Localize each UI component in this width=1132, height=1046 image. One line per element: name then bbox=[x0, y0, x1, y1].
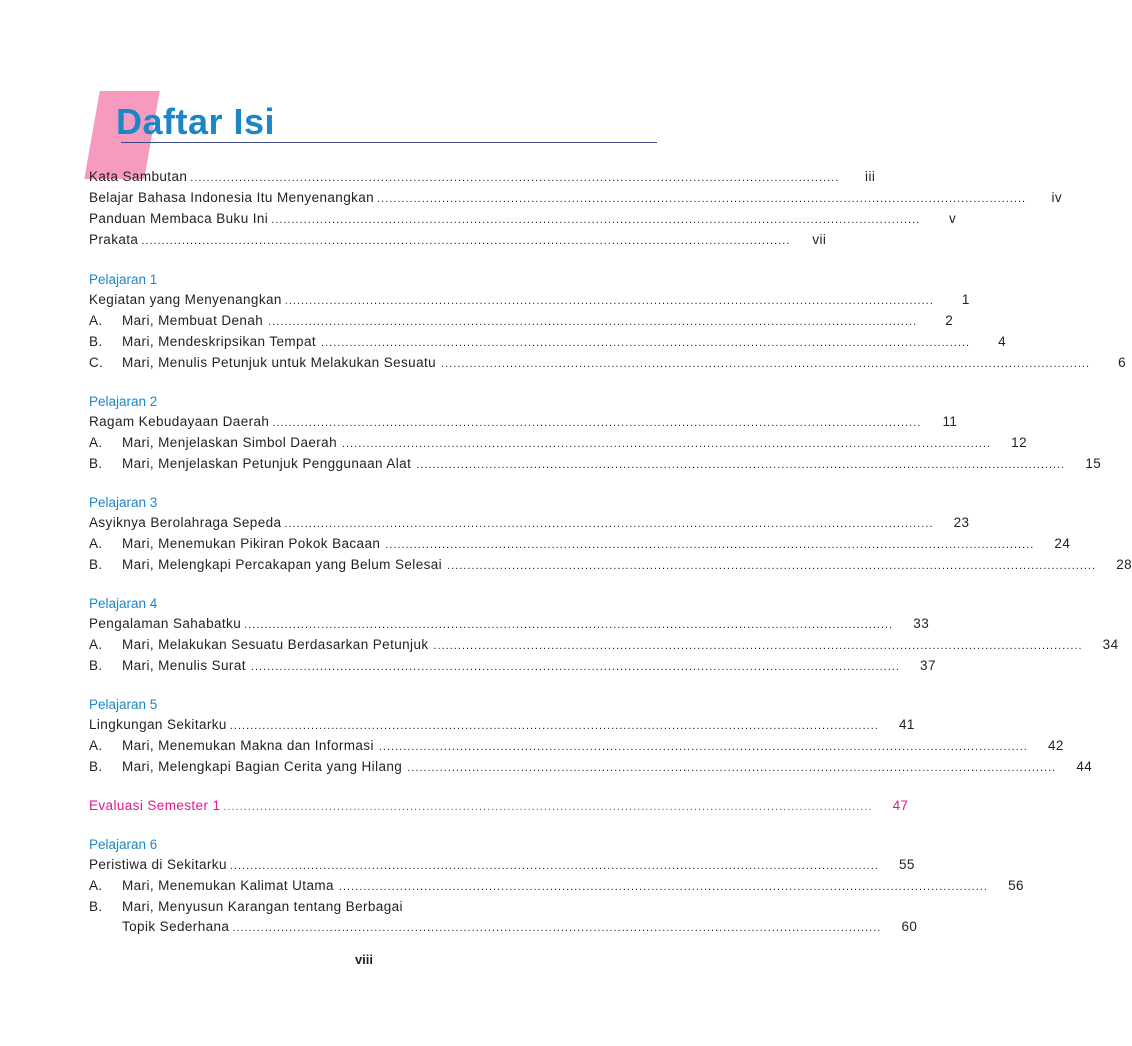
dot-leader: ................................................................................................................................................................ bbox=[272, 417, 922, 429]
entry-title: Mari, Menjelaskan Simbol Daerah bbox=[122, 435, 337, 450]
page-title: Daftar Isi bbox=[116, 101, 276, 142]
entry-letter: B. bbox=[89, 334, 103, 349]
entry-page: 2 bbox=[945, 313, 954, 328]
toc-entry-subsection[interactable] bbox=[89, 555, 1132, 576]
entry-page: 47 bbox=[892, 798, 909, 813]
entry-letter: A. bbox=[89, 313, 103, 328]
dot-leader: ................................................................................................................................................................ bbox=[250, 661, 900, 673]
toc-entry-lesson-topic[interactable] bbox=[89, 715, 915, 736]
toc-entry-lesson-topic[interactable] bbox=[89, 412, 958, 433]
toc-entry-evaluation[interactable] bbox=[89, 796, 909, 817]
toc-entry-subsection[interactable] bbox=[89, 433, 1027, 454]
entry-title: Lingkungan Sekitarku bbox=[89, 717, 227, 732]
title-underline bbox=[121, 142, 657, 143]
lesson-section-2 bbox=[89, 392, 1102, 475]
entry-letter: B. bbox=[89, 557, 103, 572]
toc-entry-kata-sambutan[interactable] bbox=[89, 167, 876, 188]
entry-page: 42 bbox=[1048, 738, 1064, 753]
entry-title: Mari, Menjelaskan Petunjuk Penggunaan Alat bbox=[122, 456, 412, 471]
entry-title: Kegiatan yang Menyenangkan bbox=[89, 292, 282, 307]
entry-page: 4 bbox=[998, 334, 1007, 349]
dot-leader: ................................................................................................................................................................ bbox=[338, 881, 988, 893]
lesson-heading: Pelajaran 1 bbox=[89, 272, 158, 287]
evaluation-section bbox=[89, 796, 909, 817]
entry-title: Prakata bbox=[89, 232, 139, 247]
dot-leader: ................................................................................................................................................................ bbox=[441, 358, 1091, 370]
dot-leader: ................................................................................................................................................................ bbox=[377, 193, 1027, 205]
toc-entry-prakata[interactable] bbox=[89, 230, 827, 251]
lesson-heading: Pelajaran 4 bbox=[89, 596, 158, 611]
entry-title: Mari, Melengkapi Bagian Cerita yang Hilang bbox=[122, 759, 403, 774]
lesson-heading: Pelajaran 2 bbox=[89, 394, 158, 409]
entry-title: Mari, Membuat Denah bbox=[122, 313, 264, 328]
entry-page: 37 bbox=[920, 658, 936, 673]
toc-entry-subsection[interactable] bbox=[89, 311, 954, 332]
dot-leader: ................................................................................................................................................................ bbox=[416, 459, 1066, 471]
toc-entry-subsection[interactable] bbox=[89, 332, 1007, 353]
entry-page: iii bbox=[865, 169, 876, 184]
entry-page: v bbox=[949, 211, 957, 226]
dot-leader: ................................................................................................................................................................ bbox=[342, 438, 991, 450]
toc-entry-lesson-topic[interactable] bbox=[89, 290, 970, 311]
lesson-section-5 bbox=[89, 695, 1093, 778]
entry-page: 56 bbox=[1008, 878, 1024, 893]
entry-page: 1 bbox=[961, 292, 970, 307]
dot-leader: ................................................................................................................................................................ bbox=[407, 762, 1057, 774]
entry-title: Evaluasi Semester 1 bbox=[89, 798, 221, 813]
entry-page: 11 bbox=[942, 414, 958, 429]
dot-leader: ................................................................................................................................................................ bbox=[229, 860, 879, 872]
dot-leader: ................................................................................................................................................................ bbox=[378, 741, 1028, 753]
entry-page: 24 bbox=[1054, 536, 1071, 551]
entry-title: Kata Sambutan bbox=[89, 169, 188, 184]
dot-leader: ................................................................................................................................................................ bbox=[229, 720, 879, 732]
entry-title: Asyiknya Berolahraga Sepeda bbox=[89, 515, 282, 530]
entry-letter: A. bbox=[89, 878, 103, 893]
toc-entry-lesson-topic[interactable] bbox=[89, 614, 930, 635]
entry-letter: B. bbox=[89, 899, 103, 914]
toc-entry-lesson-topic[interactable] bbox=[89, 855, 915, 876]
entry-letter: B. bbox=[89, 658, 103, 673]
entry-title: Belajar Bahasa Indonesia Itu Menyenangkan bbox=[89, 190, 375, 205]
toc-entry-subsection[interactable] bbox=[89, 736, 1064, 757]
entry-title: Mari, Menulis Surat bbox=[122, 658, 246, 673]
entry-page: 15 bbox=[1085, 456, 1102, 471]
toc-entry-subsection[interactable] bbox=[89, 353, 1127, 374]
entry-title: Mari, Menemukan Makna dan Informasi bbox=[122, 738, 374, 753]
toc-entry-subsection-continuation[interactable] bbox=[89, 917, 918, 938]
dot-leader: ................................................................................................................................................................ bbox=[271, 214, 921, 226]
entry-page: 6 bbox=[1118, 355, 1127, 370]
entry-title-line-2: Topik Sederhana bbox=[122, 919, 230, 934]
entry-title: Mari, Menemukan Pikiran Pokok Bacaan bbox=[122, 536, 381, 551]
dot-leader: ................................................................................................................................................................ bbox=[385, 539, 1035, 551]
entry-page: iv bbox=[1051, 190, 1063, 205]
toc-entry-subsection[interactable] bbox=[89, 757, 1093, 778]
entry-title: Mari, Menulis Petunjuk untuk Melakukan Sesuatu bbox=[122, 355, 437, 370]
entry-page: 33 bbox=[913, 616, 930, 631]
toc-entry-subsection[interactable] bbox=[89, 656, 936, 677]
toc-entry-subsection[interactable] bbox=[89, 876, 1024, 897]
lesson-heading: Pelajaran 6 bbox=[89, 837, 158, 852]
entry-letter: B. bbox=[89, 759, 103, 774]
dot-leader: ................................................................................................................................................................ bbox=[141, 235, 791, 247]
dot-leader: ................................................................................................................................................................ bbox=[321, 337, 971, 349]
entry-title: Mari, Melengkapi Percakapan yang Belum Selesai bbox=[122, 557, 443, 572]
entry-page: 34 bbox=[1102, 637, 1119, 652]
toc-entry-subsection[interactable] bbox=[89, 534, 1071, 555]
entry-page: 44 bbox=[1076, 759, 1093, 774]
entry-letter: A. bbox=[89, 435, 103, 450]
entry-letter: A. bbox=[89, 536, 103, 551]
lesson-heading: Pelajaran 5 bbox=[89, 697, 158, 712]
lesson-section-6 bbox=[89, 835, 1024, 938]
dot-leader: ................................................................................................................................................................ bbox=[284, 518, 934, 530]
entry-page: 55 bbox=[899, 857, 915, 872]
entry-title: Mari, Menemukan Kalimat Utama bbox=[122, 878, 334, 893]
entry-page: 41 bbox=[899, 717, 915, 732]
entry-letter: C. bbox=[89, 355, 104, 370]
dot-leader: ................................................................................................................................................................ bbox=[433, 640, 1083, 652]
entry-title: Mari, Mendeskripsikan Tempat bbox=[122, 334, 317, 349]
entry-letter: B. bbox=[89, 456, 103, 471]
dot-leader: ................................................................................................................................................................ bbox=[223, 801, 873, 813]
lesson-heading: Pelajaran 3 bbox=[89, 495, 158, 510]
entry-page: vii bbox=[812, 232, 827, 247]
entry-title-line-1: Mari, Menyusun Karangan tentang Berbagai bbox=[122, 899, 403, 914]
lesson-section-3 bbox=[89, 493, 1132, 576]
entry-letter: A. bbox=[89, 738, 103, 753]
front-matter-section bbox=[89, 167, 1063, 251]
page-number: viii bbox=[354, 952, 374, 967]
lesson-section-1 bbox=[89, 270, 1127, 374]
dot-leader: ................................................................................................................................................................ bbox=[447, 560, 1097, 572]
table-of-contents bbox=[89, 167, 1132, 956]
toc-entry-belajar[interactable] bbox=[89, 188, 1063, 209]
entry-page: 12 bbox=[1011, 435, 1027, 450]
entry-page: 23 bbox=[953, 515, 970, 530]
toc-entry-lesson-topic[interactable] bbox=[89, 513, 970, 534]
toc-entry-subsection-multiline[interactable] bbox=[89, 897, 646, 917]
entry-title: Ragam Kebudayaan Daerah bbox=[89, 414, 270, 429]
lesson-section-4 bbox=[89, 594, 1119, 677]
entry-title: Mari, Melakukan Sesuatu Berdasarkan Petunjuk bbox=[122, 637, 429, 652]
dot-leader: ................................................................................................................................................................ bbox=[190, 172, 840, 184]
dot-leader: ................................................................................................................................................................ bbox=[268, 316, 918, 328]
toc-entry-subsection[interactable] bbox=[89, 635, 1119, 656]
dot-leader: ................................................................................................................................................................ bbox=[284, 295, 934, 307]
toc-entry-panduan[interactable] bbox=[89, 209, 957, 230]
entry-title: Peristiwa di Sekitarku bbox=[89, 857, 227, 872]
entry-title: Panduan Membaca Buku Ini bbox=[89, 211, 269, 226]
dot-leader: ................................................................................................................................................................ bbox=[244, 619, 894, 631]
entry-title: Pengalaman Sahabatku bbox=[89, 616, 242, 631]
dot-leader: ................................................................................................................................................................ bbox=[232, 922, 882, 934]
entry-page: 60 bbox=[901, 919, 918, 934]
entry-page: 28 bbox=[1116, 557, 1132, 572]
toc-entry-subsection[interactable] bbox=[89, 454, 1102, 475]
entry-letter: A. bbox=[89, 637, 103, 652]
